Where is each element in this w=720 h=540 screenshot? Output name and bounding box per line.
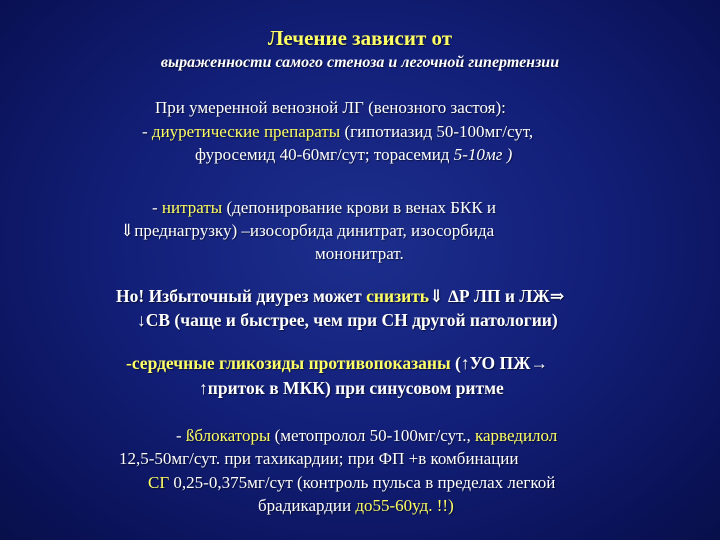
warning-params: ∆Р ЛП и ЛЖ [443,286,550,306]
warning-line [116,286,564,307]
nitrates-text: (депонирование крови в венах БКК и [222,198,497,217]
glycosides-label: -сердечные гликозиды противопоказаны [126,353,451,373]
betablockers-text: (метопролол 50-100мг/сут., [270,426,475,445]
glycosides-text: (↑УО ПЖ→ [450,353,548,373]
venous-heading: При умеренной венозной ЛГ (венозного застоя): [155,98,506,117]
diuretics-dash: - [142,122,152,141]
warning-reduce: снизить [366,286,430,306]
betablockers-label: ßблокаторы [185,426,271,445]
warning-line-2: ↓СВ (чаще и быстрее, чем при СН другой патологии) [137,310,558,330]
arrow-down-icon: ⇓ [429,286,444,306]
nitrates-label: нитраты [161,198,223,217]
sg-label: СГ [148,473,170,492]
diuretics-line2-a: фуросемид 40-60мг/сут; торасемид [195,145,454,164]
betablockers-line-4 [258,496,454,516]
nitrates-line [152,198,496,218]
nitrates-line-3: мононитрат. [315,244,404,263]
diuretics-line-2 [195,145,512,165]
slide-subtitle: выраженности самого стеноза и легочной гипертензии [160,54,560,71]
betablockers-line-3 [148,473,555,493]
arrow-right-icon: ⇒ [549,286,565,306]
pulse-target: до55-60уд. !!) [355,496,454,515]
betablockers-line [176,426,557,446]
betablockers-dash: - [176,426,186,445]
nitrates-line-2: ⇓преднагрузку) –изосорбида динитрат, изосорбида [120,221,495,240]
warning-prefix: Но! Избыточный диурез может [116,286,367,306]
slide-title: Лечение зависит от [267,26,453,50]
diuretics-line2-b: 5-10мг ) [453,145,513,164]
diuretics-line [142,122,533,142]
glycosides-line-2: ↑приток в МКК) при синусовом ритме [199,378,504,398]
diuretics-text: (гипотиазид 50-100мг/сут, [340,122,534,141]
bradycardia-text: брадикардии [258,496,356,515]
betablockers-line-2: 12,5-50мг/сут. при тахикардии; при ФП +в комбинации [119,449,519,468]
glycosides-line [126,353,548,374]
sg-text: 0,25-0,375мг/сут (контроль пульса в пределах легкой [169,473,556,492]
nitrates-dash: - [152,198,162,217]
diuretics-label: диуретические препараты [151,122,341,141]
carvedilol-label: карведилол [475,426,558,445]
